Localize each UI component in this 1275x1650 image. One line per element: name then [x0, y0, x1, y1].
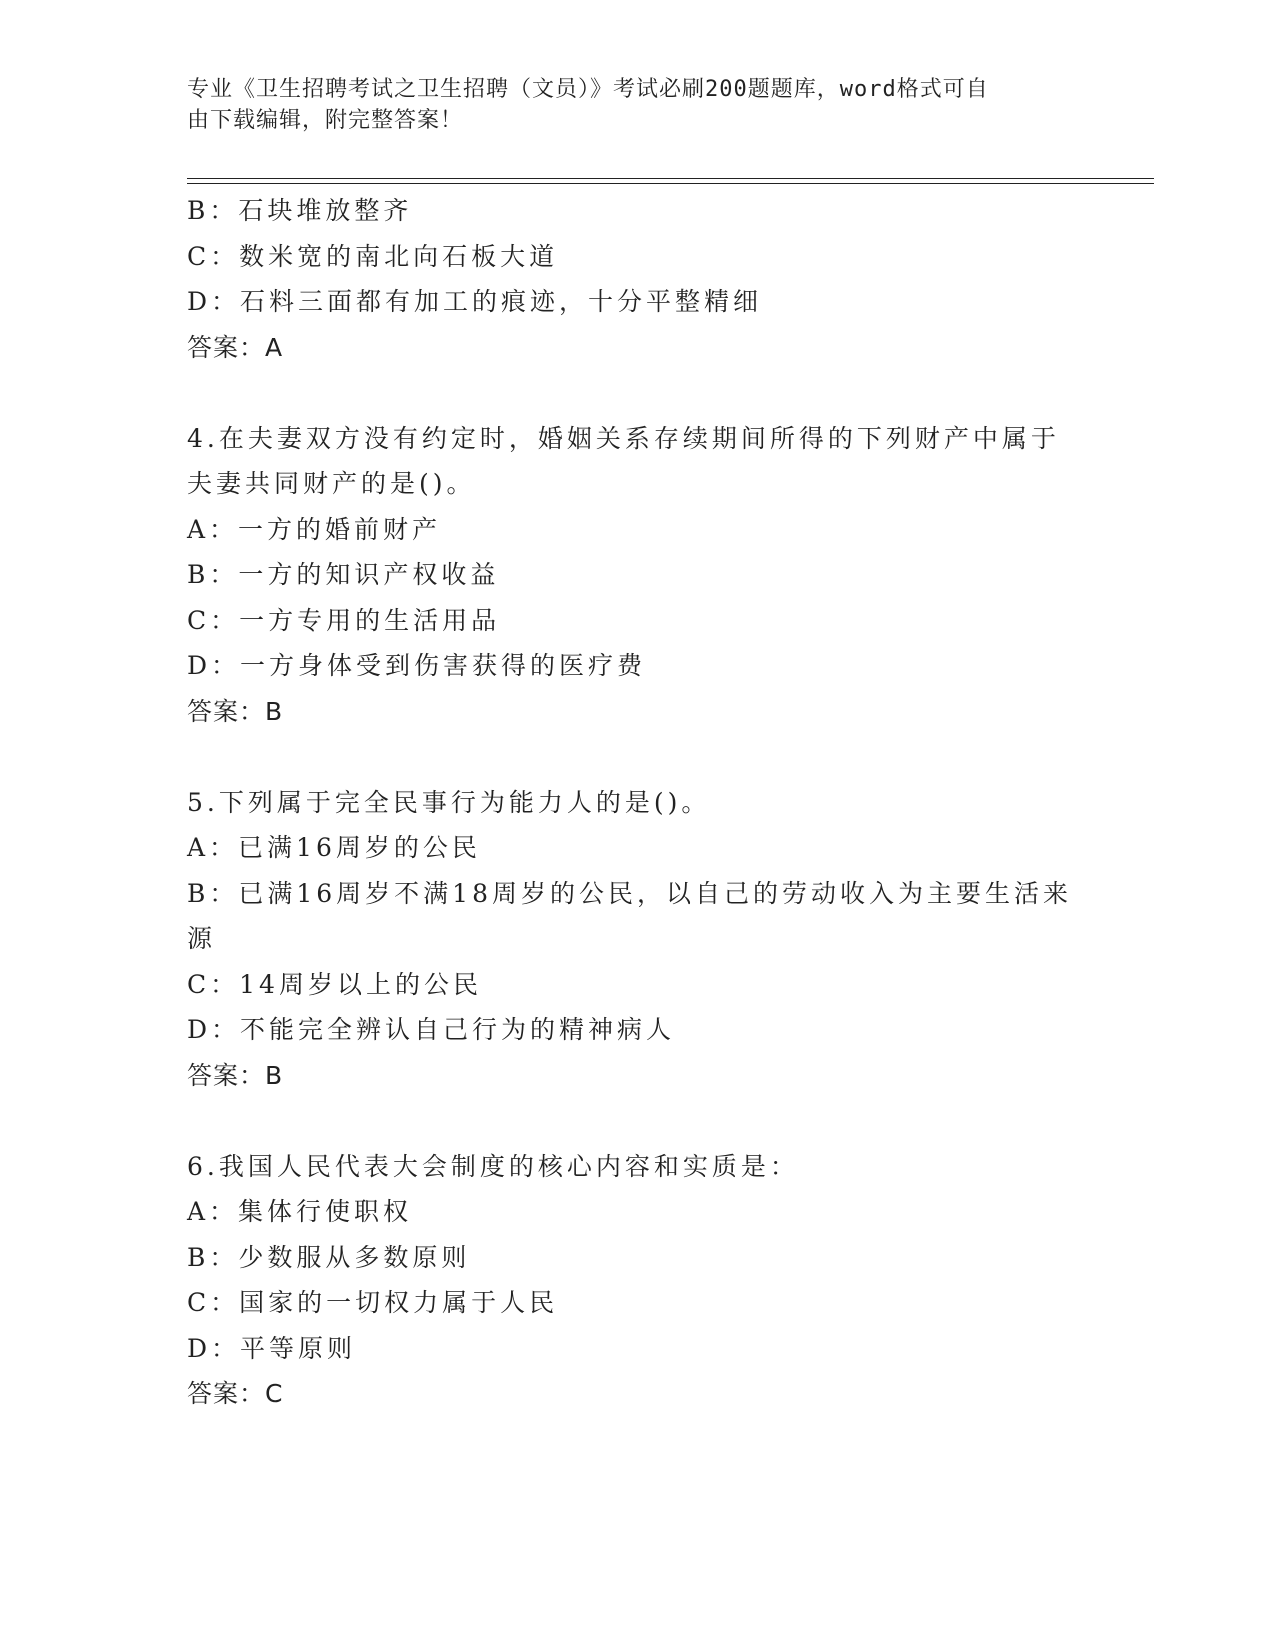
q5-option-b-line-2: 源 [187, 924, 217, 953]
q4-option-b: B：一方的知识产权收益 [187, 560, 500, 589]
question-5-block [187, 780, 1087, 1099]
q6-answer: 答案：C [187, 1379, 284, 1408]
q6-option-d: D：平等原则 [187, 1333, 357, 1363]
header-divider-top [187, 178, 1154, 179]
q3-answer: 答案：A [187, 332, 284, 362]
header-line-1: 专业《卫生招聘考试之卫生招聘（文员）》考试必刷200题题库，word格式可自 [187, 77, 989, 102]
q4-answer: 答案：B [187, 696, 284, 726]
q5-option-b-line-1: B：已满16周岁不满18周岁的公民，以自己的劳动收入为主要生活来 [187, 878, 1072, 908]
q6-stem: 6.我国人民代表大会制度的核心内容和实质是： [187, 1151, 799, 1181]
q3-option-c: C：数米宽的南北向石板大道 [187, 241, 559, 271]
q3-option-b: B：石块堆放整齐 [187, 196, 413, 225]
document-header [187, 74, 1067, 136]
q4-option-c: C：一方专用的生活用品 [187, 605, 501, 635]
q5-option-c: C：14周岁以上的公民 [187, 969, 482, 999]
q4-stem-line-1: 4.在夫妻双方没有约定时，婚姻关系存续期间所得的下列财产中属于 [187, 423, 1060, 453]
header-line-2: 由下载编辑，附完整答案！ [187, 108, 464, 133]
q5-option-d: D：不能完全辨认自己行为的精神病人 [187, 1015, 676, 1044]
spacer [187, 1098, 1087, 1144]
q5-option-a: A：已满16周岁的公民 [187, 833, 481, 862]
question-content [187, 188, 1087, 1417]
question-3-block [187, 188, 1087, 370]
q4-stem-line-2: 夫妻共同财产的是()。 [187, 469, 476, 498]
q3-option-d: D：石料三面都有加工的痕迹，十分平整精细 [187, 287, 763, 316]
q6-option-b: B：少数服从多数原则 [187, 1242, 471, 1272]
q4-option-d: D：一方身体受到伤害获得的医疗费 [187, 651, 647, 680]
q6-option-c: C：国家的一切权力属于人民 [187, 1288, 559, 1317]
q4-option-a: A：一方的婚前财产 [187, 514, 442, 544]
q5-stem: 5.下列属于完全民事行为能力人的是()。 [187, 787, 711, 817]
question-4-block [187, 416, 1087, 735]
q5-answer: 答案：B [187, 1060, 284, 1090]
spacer [187, 370, 1087, 416]
q6-option-a: A：集体行使职权 [187, 1197, 413, 1226]
question-6-block [187, 1144, 1087, 1417]
spacer [187, 734, 1087, 780]
header-divider-bottom [187, 183, 1154, 184]
